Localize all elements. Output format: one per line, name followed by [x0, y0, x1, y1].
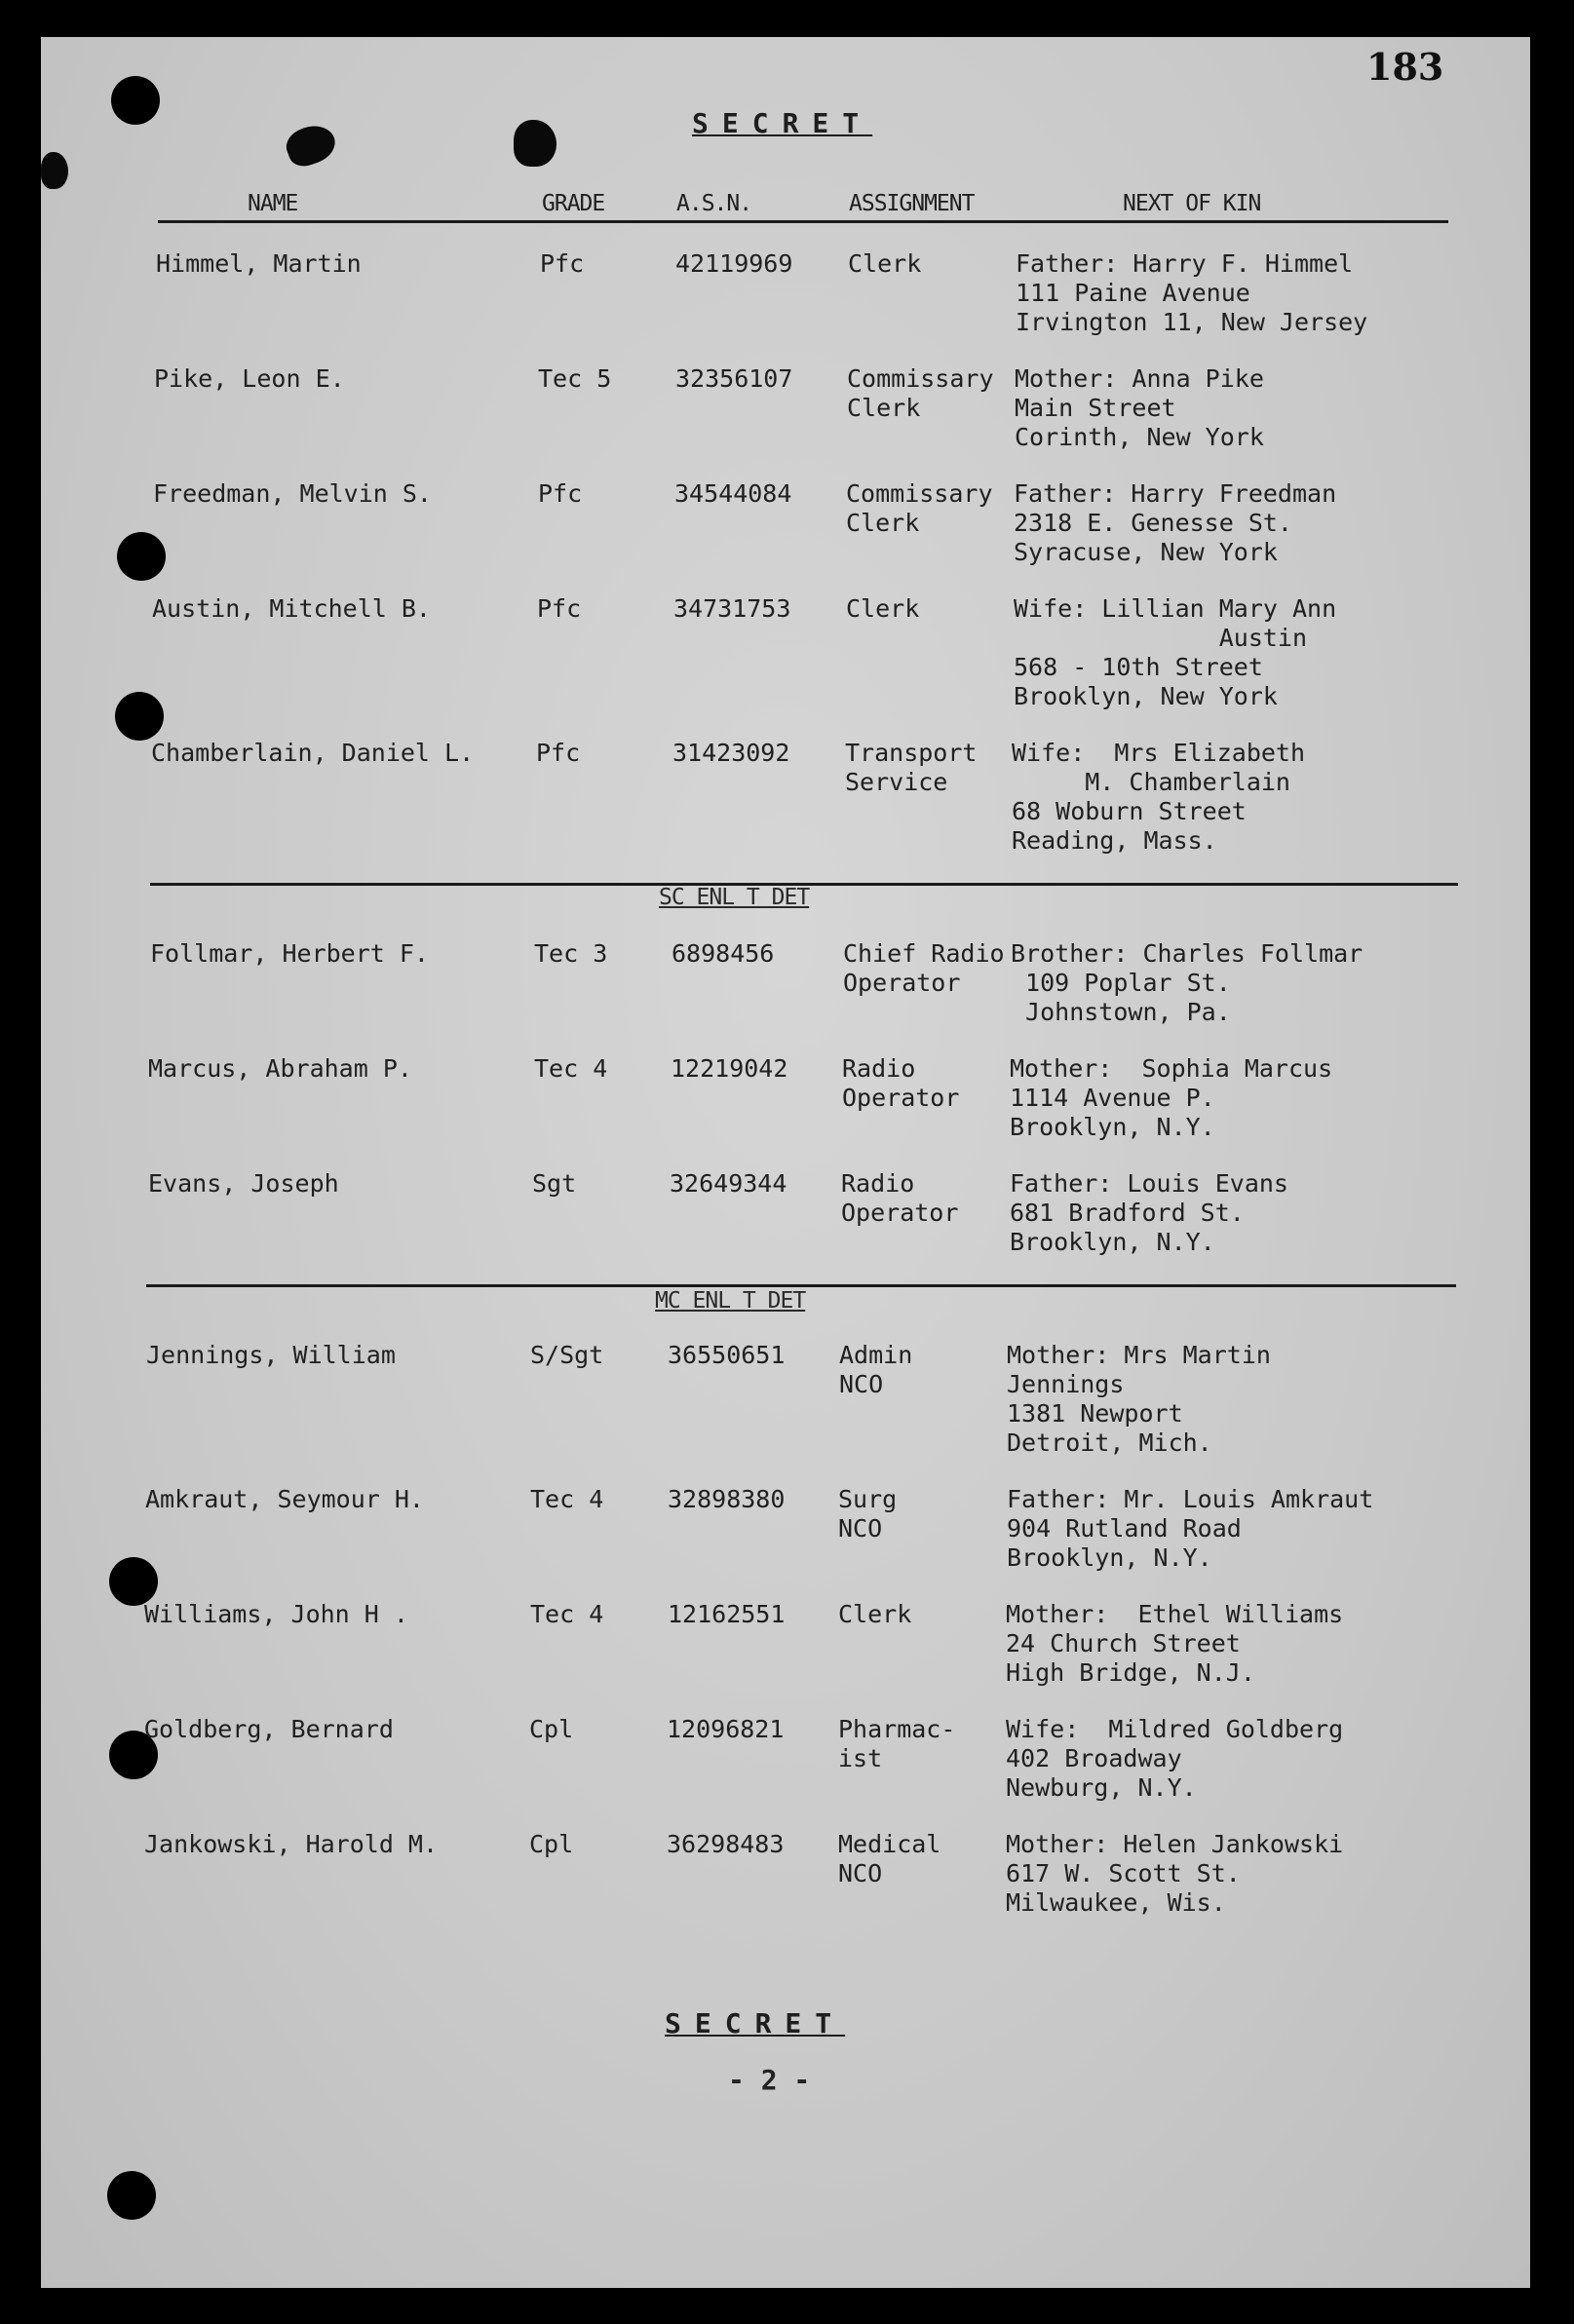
section-title: MC ENL T DET [655, 1288, 806, 1314]
next-of-kin-cell: Wife: Mildred Goldberg 402 Broadway Newburg, N.Y. [1006, 1715, 1344, 1802]
name-cell: Evans, Joseph [148, 1169, 339, 1198]
grade-cell: Pfc [537, 594, 582, 623]
grade-cell: Tec 4 [530, 1485, 604, 1513]
asn-cell: 32898380 [668, 1485, 786, 1513]
section-rule [146, 1284, 1456, 1287]
column-header-next-of-kin: NEXT OF KIN [1123, 191, 1261, 216]
grade-cell: Pfc [538, 479, 583, 508]
next-of-kin-cell: Father: Harry F. Himmel 111 Paine Avenue Irvington 11, New Jersey [1016, 249, 1368, 336]
grade-cell: Tec 4 [534, 1054, 608, 1083]
grade-cell: Cpl [529, 1830, 574, 1858]
next-of-kin-cell: Father: Harry Freedman 2318 E. Genesse St. Syracuse, New York [1014, 479, 1337, 566]
asn-cell: 32649344 [670, 1169, 787, 1198]
next-of-kin-cell: Father: Louis Evans 681 Bradford St. Brooklyn, N.Y. [1010, 1169, 1288, 1256]
assignment-cell: Radio Operator [842, 1054, 960, 1112]
asn-cell: 36298483 [667, 1830, 785, 1858]
assignment-cell: Commissary Clerk [846, 479, 993, 537]
column-header-grade: GRADE [542, 191, 605, 216]
assignment-cell: Transport Service [845, 739, 978, 796]
next-of-kin-cell: Wife: Mrs Elizabeth M. Chamberlain 68 Woburn Street Reading, Mass. [1012, 739, 1306, 855]
classification-header: SECRET [692, 107, 873, 139]
name-cell: Jennings, William [146, 1341, 396, 1369]
asn-cell: 12096821 [667, 1715, 785, 1743]
section-title: SC ENL T DET [659, 885, 810, 910]
assignment-cell: Clerk [848, 249, 922, 278]
grade-cell: Tec 3 [534, 939, 608, 968]
punch-hole [109, 1557, 158, 1606]
punch-hole [107, 2171, 156, 2220]
assignment-cell: Pharmac- ist [838, 1715, 956, 1772]
column-header-assignment: ASSIGNMENT [849, 191, 975, 216]
next-of-kin-cell: Mother: Anna Pike Main Street Corinth, New York [1015, 364, 1264, 451]
punch-hole [115, 692, 164, 741]
assignment-cell: Admin NCO [839, 1341, 913, 1398]
assignment-cell: Commissary Clerk [847, 364, 994, 422]
next-of-kin-cell: Mother: Sophia Marcus 1114 Avenue P. Brooklyn, N.Y. [1010, 1054, 1333, 1141]
asn-cell: 6898456 [672, 939, 775, 968]
name-cell: Marcus, Abraham P. [148, 1054, 412, 1083]
assignment-cell: Surg NCO [838, 1485, 898, 1543]
assignment-cell: Clerk [838, 1600, 912, 1628]
next-of-kin-cell: Mother: Ethel Williams 24 Church Street High Bridge, N.J. [1006, 1600, 1344, 1687]
asn-cell: 36550651 [668, 1341, 786, 1369]
punch-hole [111, 76, 160, 125]
asn-cell: 42119969 [675, 249, 793, 278]
name-cell: Amkraut, Seymour H. [145, 1485, 424, 1513]
assignment-cell: Medical NCO [838, 1830, 941, 1887]
assignment-cell: Chief Radio Operator [843, 939, 1005, 997]
grade-cell: Tec 5 [538, 364, 612, 393]
asn-cell: 12162551 [668, 1600, 786, 1628]
classification-footer: SECRET [665, 2007, 846, 2039]
assignment-cell: Clerk [846, 594, 920, 623]
next-of-kin-cell: Mother: Mrs Martin Jennings 1381 Newport Detroit, Mich. [1007, 1341, 1271, 1457]
asn-cell: 34731753 [673, 594, 791, 623]
next-of-kin-cell: Wife: Lillian Mary Ann Austin 568 - 10th Street Brooklyn, New York [1014, 594, 1337, 710]
name-cell: Follmar, Herbert F. [150, 939, 429, 968]
name-cell: Freedman, Melvin S. [153, 479, 432, 508]
page-number: - 2 - [728, 2064, 811, 2096]
grade-cell: Pfc [536, 739, 581, 767]
name-cell: Williams, John H . [144, 1600, 408, 1628]
asn-cell: 31423092 [672, 739, 790, 767]
grade-cell: Cpl [529, 1715, 574, 1743]
name-cell: Chamberlain, Daniel L. [151, 739, 475, 767]
column-header-name: NAME [248, 191, 298, 216]
name-cell: Austin, Mitchell B. [152, 594, 431, 623]
ink-blot [41, 152, 68, 189]
name-cell: Goldberg, Bernard [144, 1715, 394, 1743]
asn-cell: 12219042 [671, 1054, 788, 1083]
grade-cell: S/Sgt [530, 1341, 604, 1369]
column-header-asn: A.S.N. [676, 191, 752, 216]
ink-blot [514, 120, 557, 167]
grade-cell: Pfc [540, 249, 585, 278]
archive-page-number: 183 [1366, 45, 1444, 89]
next-of-kin-cell: Father: Mr. Louis Amkraut 904 Rutland Road Brooklyn, N.Y. [1007, 1485, 1374, 1572]
next-of-kin-cell: Mother: Helen Jankowski 617 W. Scott St. Milwaukee, Wis. [1006, 1830, 1344, 1917]
name-cell: Himmel, Martin [156, 249, 362, 278]
header-rule [158, 220, 1448, 223]
next-of-kin-cell: Brother: Charles Follmar 109 Poplar St. Johnstown, Pa. [1011, 939, 1363, 1026]
assignment-cell: Radio Operator [841, 1169, 959, 1227]
grade-cell: Tec 4 [530, 1600, 604, 1628]
document-page [41, 37, 1530, 2288]
asn-cell: 34544084 [674, 479, 792, 508]
name-cell: Pike, Leon E. [154, 364, 345, 393]
ink-blot [282, 120, 340, 171]
punch-hole [117, 532, 166, 581]
name-cell: Jankowski, Harold M. [144, 1830, 439, 1858]
grade-cell: Sgt [532, 1169, 577, 1198]
asn-cell: 32356107 [675, 364, 793, 393]
